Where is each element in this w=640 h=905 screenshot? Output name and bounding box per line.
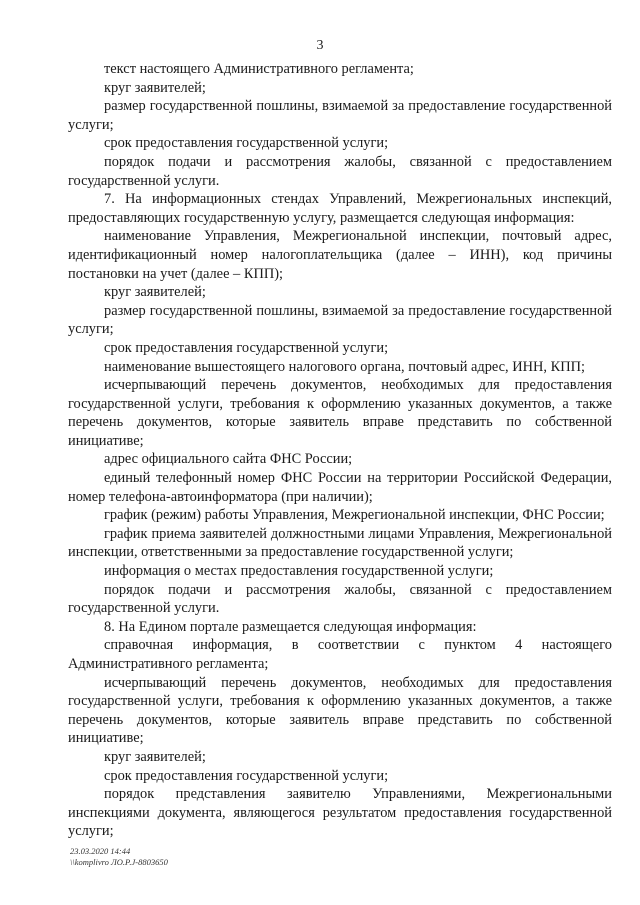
paragraph: срок предоставления государственной услуги;: [104, 767, 389, 784]
paragraph: размер государственной пошлины, взимаемой за предоставление государственной услуги;: [68, 302, 612, 338]
paragraph: круг заявителей;: [104, 79, 206, 96]
paragraph: справочная информация, в соответствии с пунктом 4 настоящего Административного регламента;: [68, 637, 612, 672]
document-footer-stamp: [70, 846, 168, 868]
paragraph: график приема заявителей должностными лицами Управления, Межрегиональной инспекции, ответственными за предоставление государственной услуги;: [68, 525, 612, 561]
document-body: [68, 60, 612, 841]
footer-timestamp: 23.03.2020 14:44: [70, 846, 131, 856]
paragraph: круг заявителей;: [104, 284, 206, 301]
paragraph: наименование вышестоящего налогового органа, почтовый адрес, ИНН, КПП;: [104, 358, 586, 375]
paragraph: адрес официального сайта ФНС России;: [104, 451, 353, 468]
paragraph: круг заявителей;: [104, 748, 206, 765]
paragraph: исчерпывающий перечень документов, необходимых для предоставления государственной услуги, требования к оформлению указанных документов, а также перечень документов, которые заявитель вправе представить по собственной инициативе;: [68, 377, 612, 449]
paragraph: порядок подачи и рассмотрения жалобы, связанной с предоставлением государственной услуги.: [68, 581, 612, 617]
paragraph: информация о местах предоставления государственной услуги;: [104, 563, 494, 580]
paragraph: исчерпывающий перечень документов, необходимых для предоставления государственной услуги, требования к оформлению указанных документов, а также перечень документов, которые заявитель вправе представить по собственной инициативе;: [68, 674, 612, 747]
paragraph: срок предоставления государственной услуги;: [104, 339, 389, 356]
page-number: 3: [316, 38, 324, 53]
paragraph: график (режим) работы Управления, Межрегиональной инспекции, ФНС России;: [104, 507, 605, 524]
paragraph: наименование Управления, Межрегиональной инспекции, почтовый адрес, идентификационный номер налогоплательщика (далее – ИНН), код причины постановки на учет (далее – КПП);: [68, 228, 612, 282]
paragraph: размер государственной пошлины, взимаемой за предоставление государственной услуги;: [68, 98, 612, 133]
paragraph: порядок подачи и рассмотрения жалобы, связанной с предоставлением государственной услуги.: [68, 153, 612, 189]
section-8-heading: 8. На Едином портале размещается следующая информация:: [104, 618, 477, 635]
paragraph: порядок представления заявителю Управлениями, Межрегиональными инспекциями документа, являющегося результатом предоставления государственной услуги;: [68, 786, 612, 840]
footer-file-path: \\komplivro ЛО.Р.J-8803650: [70, 857, 168, 867]
paragraph: срок предоставления государственной услуги;: [104, 135, 389, 152]
section-7-heading: 7. На информационных стендах Управлений, Межрегиональных инспекций, предоставляющих государственную услугу, размещается следующая информация:: [68, 191, 612, 226]
paragraph: единый телефонный номер ФНС России на территории Российской Федерации, номер телефона-автоинформатора (при наличии);: [68, 470, 612, 505]
paragraph: текст настоящего Административного регламента;: [104, 61, 414, 77]
